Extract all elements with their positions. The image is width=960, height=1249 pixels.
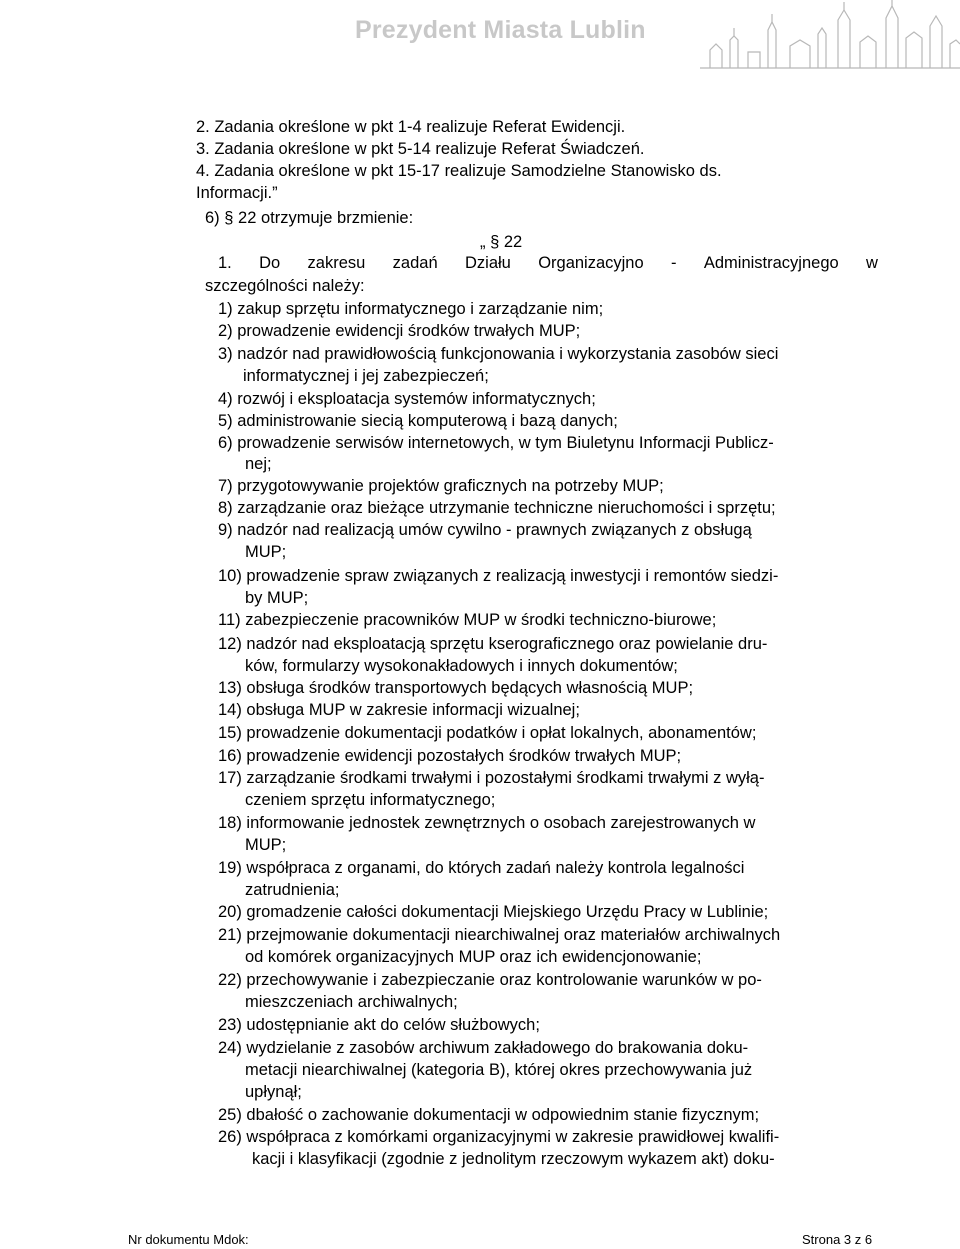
word: Administracyjnego [703, 254, 839, 272]
list-item-26-cont: kacji i klasyfikacji (zgodnie z jednolitym rzeczowym wykazem akt) doku- [252, 1150, 775, 1168]
word: zadań [392, 254, 438, 272]
word: w [866, 254, 878, 272]
list-item-9-cont: MUP; [245, 543, 287, 561]
para-1-line-1 [218, 253, 878, 274]
list-item-17-cont: czeniem sprzętu informatycznego; [245, 791, 496, 809]
list-item-11: 11) zabezpieczenie pracowników MUP w środki techniczno-biurowe; [218, 611, 717, 629]
list-item-6-cont: nej; [245, 455, 272, 473]
list-item-24-cont-1: metacji niearchiwalnej (kategoria B), której okres przechowywania już [245, 1061, 753, 1079]
list-item-10: 10) prowadzenie spraw związanych z realizacją inwestycji i remontów siedzi- [218, 567, 779, 585]
list-item-18-cont: MUP; [245, 836, 287, 854]
list-item-4: 4) rozwój i eksploatacja systemów informatycznych; [218, 390, 596, 408]
list-item-9: 9) nadzór nad realizacją umów cywilno - prawnych związanych z obsługą [218, 521, 752, 539]
list-item-12: 12) nadzór nad eksploatacją sprzętu kserograficznego oraz powielanie dru- [218, 635, 768, 653]
intro-line-1: 2. Zadania określone w pkt 1-4 realizuje Referat Ewidencji. [196, 118, 626, 136]
word: Działu [464, 254, 511, 272]
list-item-18: 18) informowanie jednostek zewnętrznych o osobach zarejestrowanych w [218, 814, 756, 832]
list-item-3-cont: informatycznej i jej zabezpieczeń; [243, 367, 489, 385]
list-item-15: 15) prowadzenie dokumentacji podatków i opłat lokalnych, abonamentów; [218, 724, 757, 742]
paragraph-6-heading: 6) § 22 otrzymuje brzmienie: [205, 209, 414, 227]
list-item-23: 23) udostępnianie akt do celów służbowych; [218, 1016, 540, 1034]
intro-line-3: 4. Zadania określone w pkt 15-17 realizuje Samodzielne Stanowisko ds. [196, 162, 722, 180]
list-item-26: 26) współpraca z komórkami organizacyjnymi w zakresie prawidłowej kwalifi- [218, 1128, 780, 1146]
list-item-21: 21) przejmowanie dokumentacji niearchiwalnej oraz materiałów archiwalnych [218, 926, 781, 944]
page-header-title: Prezydent Miasta Lublin [355, 16, 646, 44]
list-item-6: 6) prowadzenie serwisów internetowych, w tym Biuletynu Informacji Publicz- [218, 434, 774, 452]
intro-line-2: 3. Zadania określone w pkt 5-14 realizuje Referat Świadczeń. [196, 140, 645, 158]
list-item-13: 13) obsługa środków transportowych będących własnością MUP; [218, 679, 694, 697]
list-item-24: 24) wydzielanie z zasobów archiwum zakładowego do brakowania doku- [218, 1039, 749, 1057]
list-item-21-cont: od komórek organizacyjnych MUP oraz ich ewidencjonowanie; [245, 948, 702, 966]
word: 1. [218, 254, 232, 272]
list-item-17: 17) zarządzanie środkami trwałymi i pozostałymi środkami trwałymi z wyłą- [218, 769, 765, 787]
intro-line-4: Informacji.” [196, 184, 278, 202]
list-item-19-cont: zatrudnienia; [245, 881, 340, 899]
word: Do [259, 254, 281, 272]
list-item-3: 3) nadzór nad prawidłowością funkcjonowania i wykorzystania zasobów sieci [218, 345, 779, 363]
list-item-19: 19) współpraca z organami, do których zadań należy kontrola legalności [218, 859, 745, 877]
list-item-22-cont: mieszczeniach archiwalnych; [245, 993, 458, 1011]
list-item-25: 25) dbałość o zachowanie dokumentacji w odpowiednim stanie fizycznym; [218, 1106, 760, 1124]
section-22-heading: „ § 22 [480, 233, 523, 251]
word: Organizacyjno [538, 254, 644, 272]
list-item-1: 1) zakup sprzętu informatycznego i zarządzanie nim; [218, 300, 604, 318]
list-item-10-cont: by MUP; [245, 589, 309, 607]
word: - [671, 254, 677, 272]
list-item-12-cont: ków, formularzy wysokonakładowych i innych dokumentów; [245, 657, 678, 675]
list-item-24-cont-2: upłynął; [245, 1083, 302, 1101]
list-item-20: 20) gromadzenie całości dokumentacji Miejskiego Urzędu Pracy w Lublinie; [218, 903, 769, 921]
list-item-7: 7) przygotowywanie projektów graficznych na potrzeby MUP; [218, 477, 664, 495]
footer-page-number: Strona 3 z 6 [802, 1232, 873, 1247]
list-item-16: 16) prowadzenie ewidencji pozostałych środków trwałych MUP; [218, 747, 682, 765]
city-skyline-logo [700, 0, 960, 70]
list-item-2: 2) prowadzenie ewidencji środków trwałych MUP; [218, 322, 581, 340]
list-item-22: 22) przechowywanie i zabezpieczanie oraz kontrolowanie warunków w po- [218, 971, 762, 989]
list-item-14: 14) obsługa MUP w zakresie informacji wizualnej; [218, 701, 580, 719]
para-1-line-2: szczególności należy: [205, 277, 365, 295]
word: zakresu [307, 254, 366, 272]
footer-document-number-label: Nr dokumentu Mdok: [128, 1232, 249, 1247]
list-item-8: 8) zarządzanie oraz bieżące utrzymanie techniczne nieruchomości i sprzętu; [218, 499, 776, 517]
list-item-5: 5) administrowanie siecią komputerową i bazą danych; [218, 412, 618, 430]
